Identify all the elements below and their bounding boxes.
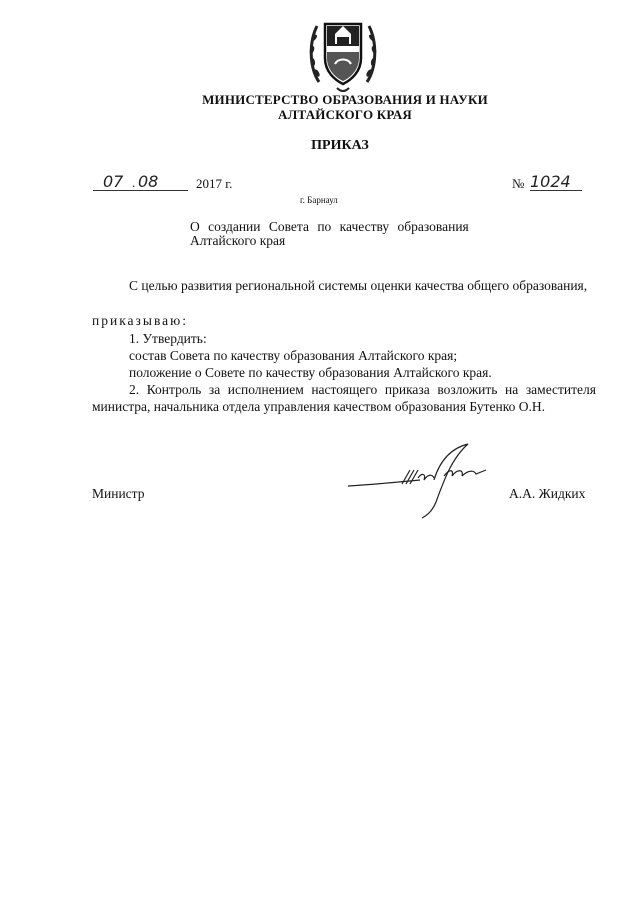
signatory-name: А.А. Жидких (509, 486, 586, 501)
date-year: 2017 г. (196, 176, 233, 191)
number-value: 1024 (530, 172, 571, 191)
number-sign: № (512, 176, 525, 191)
ministry-name-line2: АЛТАЙСКОГО КРАЯ (278, 107, 412, 122)
preamble-paragraph: С целью развития региональной системы оценки качества общего образования, (129, 278, 588, 293)
subject-line2: Алтайского края (190, 233, 286, 248)
subject-line1: О создании Совета по качеству образования (190, 219, 469, 234)
order-number (512, 172, 592, 192)
coat-of-arms-icon (305, 12, 381, 94)
signatory-title: Министр (92, 486, 145, 501)
order-word: приказываю: (92, 313, 188, 328)
city-label: г. Барнаул (300, 195, 338, 205)
list-item-council-composition: состав Совета по качеству образования Алтайского края; (129, 348, 458, 363)
handwritten-signature-icon (340, 440, 500, 520)
list-item-approve: 1. Утвердить: (129, 331, 207, 346)
date-month: 08 (138, 172, 159, 191)
document-type-title: ПРИКАЗ (311, 138, 369, 153)
list-item-control: 2. Контроль за исполнением настоящего приказа возложить на заместителя министра, начальника отдела управления качеством образования Бутенко О.Н. (92, 382, 596, 414)
number-underline (530, 190, 582, 191)
order-date (93, 172, 263, 192)
date-separator: . (132, 175, 136, 190)
date-underline (93, 190, 188, 191)
list-item-council-regulation: положение о Совете по качеству образования Алтайского края. (129, 365, 492, 380)
date-day: 07 (103, 172, 124, 191)
ministry-name-line1: МИНИСТЕРСТВО ОБРАЗОВАНИЯ И НАУКИ (202, 92, 488, 107)
